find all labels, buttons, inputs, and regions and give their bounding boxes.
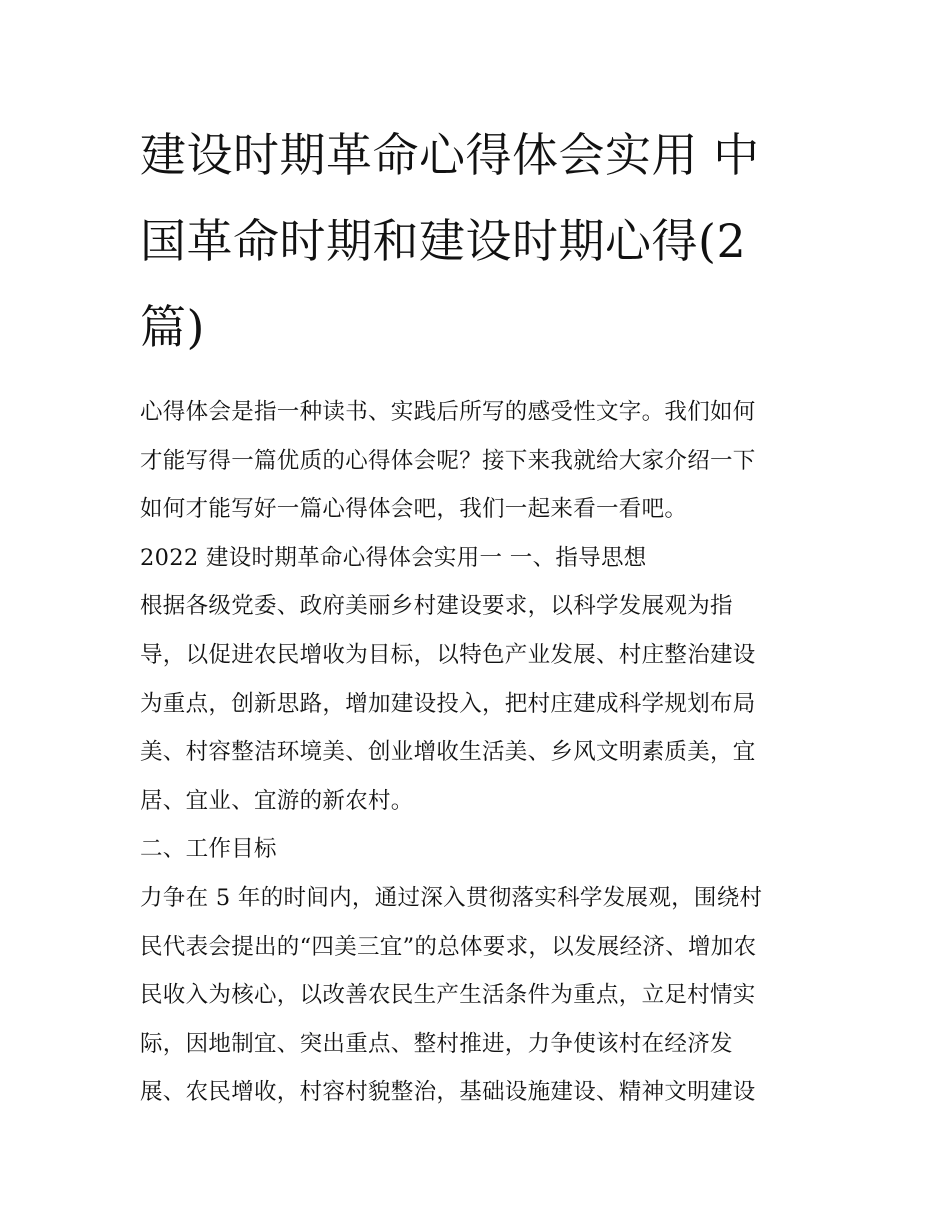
document-page [140,112,812,1117]
text-line: 力争在 5 年的时间内，通过深入贯彻落实科学发展观，围绕村 [140,884,763,911]
guiding-ideology-paragraph [140,582,812,825]
text-line: 民收入为核心，以改善农民生产生活条件为重点，立足村情实 [140,982,756,1009]
text-line: 二、工作目标 [140,836,277,863]
title-line: 篇) [140,300,205,354]
text-line: 民代表会提出的“四美三宜”的总体要求，以发展经济、增加农 [140,933,757,960]
text-line: 如何才能写好一篇心得体会吧，我们一起来看一看吧。 [140,496,688,523]
document-title [140,112,812,370]
intro-paragraph [140,388,812,534]
section-heading-guiding-ideology [140,534,812,583]
text-line: 2022 建设时期革命心得体会实用一 一、指导思想 [140,544,647,571]
text-line: 美、村容整洁环境美、创业增收生活美、乡风文明素质美，宜 [140,739,756,766]
text-line: 际，因地制宜、突出重点、整村推进，力争使该村在经济发 [140,1030,733,1057]
title-line: 国革命时期和建设时期心得(2 [140,214,747,268]
text-line: 为重点，创新思路，增加建设投入，把村庄建成科学规划布局 [140,690,756,717]
title-line: 建设时期革命心得体会实用 中 [140,128,760,182]
text-line: 心得体会是指一种读书、实践后所写的感受性文字。我们如何 [140,399,756,425]
work-goals-paragraph [140,874,812,1117]
text-line: 居、宜业、宜游的新农村。 [140,787,414,814]
text-line: 根据各级党委、政府美丽乡村建设要求，以科学发展观为指 [140,593,733,620]
text-line: 导，以促进农民增收为目标，以特色产业发展、村庄整治建设 [140,641,756,668]
text-line: 才能写得一篇优质的心得体会呢？接下来我就给大家介绍一下 [140,447,756,474]
section-heading-work-goals [140,825,812,874]
text-line: 展、农民增收，村容村貌整治，基础设施建设、精神文明建设 [140,1079,756,1106]
